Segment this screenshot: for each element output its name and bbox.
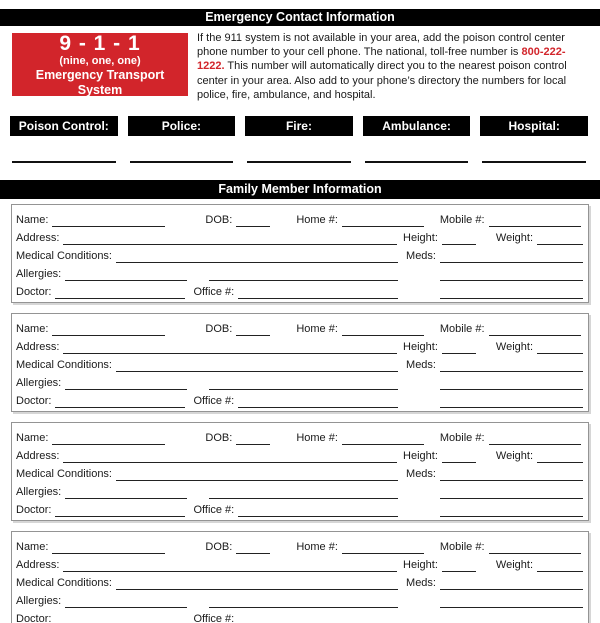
height-blank-field[interactable]: [442, 341, 476, 354]
family-member-block: [11, 204, 589, 303]
medical-conditions-label: Medical Conditions:: [16, 577, 112, 590]
contact-label-box: Poison Control:: [10, 116, 118, 136]
member-row-3: [16, 245, 583, 263]
meds-continuation-blank-field[interactable]: [440, 268, 583, 281]
home-phone-blank-field[interactable]: [342, 541, 424, 554]
height-label: Height:: [403, 341, 438, 354]
mobile-phone-blank-field[interactable]: [489, 214, 581, 227]
allergies-blank-field[interactable]: [65, 268, 187, 281]
office-phone-blank-field[interactable]: [238, 395, 398, 408]
member-row-4: [16, 263, 583, 281]
badge-transport-system-label: Emergency Transport System: [35, 67, 165, 97]
address-blank-field[interactable]: [63, 559, 397, 572]
address-blank-field[interactable]: [63, 450, 397, 463]
member-row-3: [16, 572, 583, 590]
medical-conditions-label: Medical Conditions:: [16, 468, 112, 481]
office-phone-blank-field[interactable]: [238, 504, 398, 517]
family-member-block: [11, 313, 589, 412]
badge-911-words: (nine, one, one): [59, 54, 141, 67]
doctor-blank-field[interactable]: [55, 286, 185, 299]
member-row-5: [16, 499, 583, 517]
doctor-label: Doctor:: [16, 286, 52, 299]
meds-label: Meds:: [406, 577, 436, 590]
member-row-1: [16, 536, 583, 554]
medical-conditions-blank-field[interactable]: [116, 250, 398, 263]
height-blank-field[interactable]: [442, 559, 476, 572]
name-blank-field[interactable]: [52, 432, 165, 445]
doctor-label: Doctor:: [16, 504, 52, 517]
member-row-2: [16, 554, 583, 572]
emergency-intro-section: [12, 33, 590, 102]
address-blank-field[interactable]: [63, 232, 397, 245]
meds-continuation-blank-field[interactable]: [440, 377, 583, 390]
emergency-contacts-row: [10, 116, 588, 136]
office-phone-label: Office #:: [193, 286, 235, 299]
dob-blank-field[interactable]: [236, 432, 270, 445]
mobile-phone-blank-field[interactable]: [489, 541, 581, 554]
poison-control-phone-number: 800-222-1222.: [197, 46, 566, 73]
contact-blank-line[interactable]: [130, 160, 234, 163]
doctor-label: Doctor:: [16, 395, 52, 408]
contact-blank-line[interactable]: [247, 160, 351, 163]
medical-conditions-label: Medical Conditions:: [16, 250, 112, 263]
family-member-block: [11, 422, 589, 521]
height-blank-field[interactable]: [442, 232, 476, 245]
meds-label: Meds:: [406, 468, 436, 481]
poison-control-paragraph: [197, 31, 590, 102]
meds-label: Meds:: [406, 250, 436, 263]
contact-blank-line[interactable]: [482, 160, 586, 163]
meds-continuation-blank-field[interactable]: [440, 595, 583, 608]
dob-blank-field[interactable]: [236, 214, 270, 227]
address-blank-field[interactable]: [63, 341, 397, 354]
dob-label: DOB:: [205, 541, 233, 554]
name-blank-field[interactable]: [52, 323, 165, 336]
allergies-continuation-blank-field[interactable]: [209, 595, 398, 608]
name-label: Name:: [16, 214, 49, 227]
mobile-phone-label: Mobile #:: [439, 214, 485, 227]
contact-label-box: Hospital:: [480, 116, 588, 136]
office-phone-blank-field[interactable]: [238, 613, 398, 623]
weight-blank-field[interactable]: [537, 559, 583, 572]
meds-blank-field[interactable]: [440, 468, 583, 481]
dob-label: DOB:: [205, 432, 233, 445]
home-phone-blank-field[interactable]: [342, 432, 424, 445]
address-label: Address:: [16, 232, 60, 245]
member-row-5: [16, 281, 583, 299]
name-label: Name:: [16, 541, 49, 554]
member-row-4: [16, 590, 583, 608]
meds-continuation-blank-field-2[interactable]: [440, 504, 583, 517]
allergies-continuation-blank-field[interactable]: [209, 377, 398, 390]
weight-label: Weight:: [495, 341, 533, 354]
height-blank-field[interactable]: [442, 450, 476, 463]
member-row-2: [16, 227, 583, 245]
address-label: Address:: [16, 450, 60, 463]
address-label: Address:: [16, 559, 60, 572]
office-phone-blank-field[interactable]: [238, 286, 398, 299]
doctor-blank-field[interactable]: [55, 613, 185, 623]
medical-conditions-blank-field[interactable]: [116, 359, 398, 372]
meds-blank-field[interactable]: [440, 577, 583, 590]
mobile-phone-blank-field[interactable]: [489, 432, 581, 445]
allergies-label: Allergies:: [16, 268, 62, 281]
meds-blank-field[interactable]: [440, 359, 583, 372]
allergies-label: Allergies:: [16, 595, 62, 608]
mobile-phone-blank-field[interactable]: [489, 323, 581, 336]
meds-continuation-blank-field-2[interactable]: [440, 286, 583, 299]
home-phone-label: Home #:: [296, 541, 338, 554]
member-row-2: [16, 336, 583, 354]
paragraph-text-after: This number will automatically direct you to the nearest poison control center in your area. Also add to your phone’s directory the numbers for local police, fire, ambulance, and hospital.: [197, 60, 567, 101]
meds-label: Meds:: [406, 359, 436, 372]
emergency-contacts-blank-lines: [10, 160, 588, 163]
member-row-1: [16, 209, 583, 227]
weight-label: Weight:: [495, 559, 533, 572]
member-row-2: [16, 445, 583, 463]
weight-blank-field[interactable]: [537, 232, 583, 245]
emergency-911-badge: [12, 33, 188, 96]
contact-label-box: Fire:: [245, 116, 353, 136]
dob-blank-field[interactable]: [236, 323, 270, 336]
member-row-1: [16, 318, 583, 336]
meds-continuation-blank-field[interactable]: [440, 486, 583, 499]
weight-blank-field[interactable]: [537, 450, 583, 463]
name-blank-field[interactable]: [52, 214, 165, 227]
height-label: Height:: [403, 232, 438, 245]
dob-label: DOB:: [205, 323, 233, 336]
height-label: Height:: [403, 559, 438, 572]
office-phone-label: Office #:: [193, 504, 235, 517]
member-row-5: [16, 390, 583, 408]
meds-continuation-blank-field-2[interactable]: [440, 395, 583, 408]
emergency-section-header: Emergency Contact Information: [0, 9, 600, 26]
contact-label-box: Police:: [128, 116, 236, 136]
office-phone-label: Office #:: [193, 395, 235, 408]
allergies-blank-field[interactable]: [65, 595, 187, 608]
name-label: Name:: [16, 432, 49, 445]
medical-conditions-label: Medical Conditions:: [16, 359, 112, 372]
paragraph-text-before: If the 911 system is not available in your area, add the poison control center phone number to your cell phone. The national, toll-free number is: [197, 32, 565, 59]
weight-blank-field[interactable]: [537, 341, 583, 354]
name-label: Name:: [16, 323, 49, 336]
family-member-block: [11, 531, 589, 623]
mobile-phone-label: Mobile #:: [439, 323, 485, 336]
dob-label: DOB:: [205, 214, 233, 227]
weight-label: Weight:: [495, 450, 533, 463]
mobile-phone-label: Mobile #:: [439, 541, 485, 554]
office-phone-label: Office #:: [193, 613, 235, 623]
doctor-label: Doctor:: [16, 613, 52, 623]
name-blank-field[interactable]: [52, 541, 165, 554]
mobile-phone-label: Mobile #:: [439, 432, 485, 445]
allergies-label: Allergies:: [16, 377, 62, 390]
badge-911-number: 9 - 1 - 1: [59, 31, 141, 55]
dob-blank-field[interactable]: [236, 541, 270, 554]
contact-blank-line[interactable]: [365, 160, 469, 163]
doctor-blank-field[interactable]: [55, 395, 185, 408]
weight-label: Weight:: [495, 232, 533, 245]
allergies-blank-field[interactable]: [65, 377, 187, 390]
allergies-continuation-blank-field[interactable]: [209, 486, 398, 499]
medical-conditions-blank-field[interactable]: [116, 468, 398, 481]
allergies-label: Allergies:: [16, 486, 62, 499]
home-phone-blank-field[interactable]: [342, 323, 424, 336]
allergies-continuation-blank-field[interactable]: [209, 268, 398, 281]
meds-blank-field[interactable]: [440, 250, 583, 263]
member-row-3: [16, 463, 583, 481]
doctor-blank-field[interactable]: [55, 504, 185, 517]
contact-blank-line[interactable]: [12, 160, 116, 163]
family-blocks: [11, 204, 589, 623]
member-row-3: [16, 354, 583, 372]
home-phone-label: Home #:: [296, 432, 338, 445]
member-row-4: [16, 372, 583, 390]
home-phone-blank-field[interactable]: [342, 214, 424, 227]
contact-label-box: Ambulance:: [363, 116, 471, 136]
member-row-5: [16, 608, 583, 623]
medical-conditions-blank-field[interactable]: [116, 577, 398, 590]
allergies-blank-field[interactable]: [65, 486, 187, 499]
height-label: Height:: [403, 450, 438, 463]
address-label: Address:: [16, 341, 60, 354]
member-row-4: [16, 481, 583, 499]
home-phone-label: Home #:: [296, 323, 338, 336]
member-row-1: [16, 427, 583, 445]
meds-continuation-blank-field-2[interactable]: [440, 613, 583, 623]
home-phone-label: Home #:: [296, 214, 338, 227]
family-section-header: Family Member Information: [0, 180, 600, 199]
